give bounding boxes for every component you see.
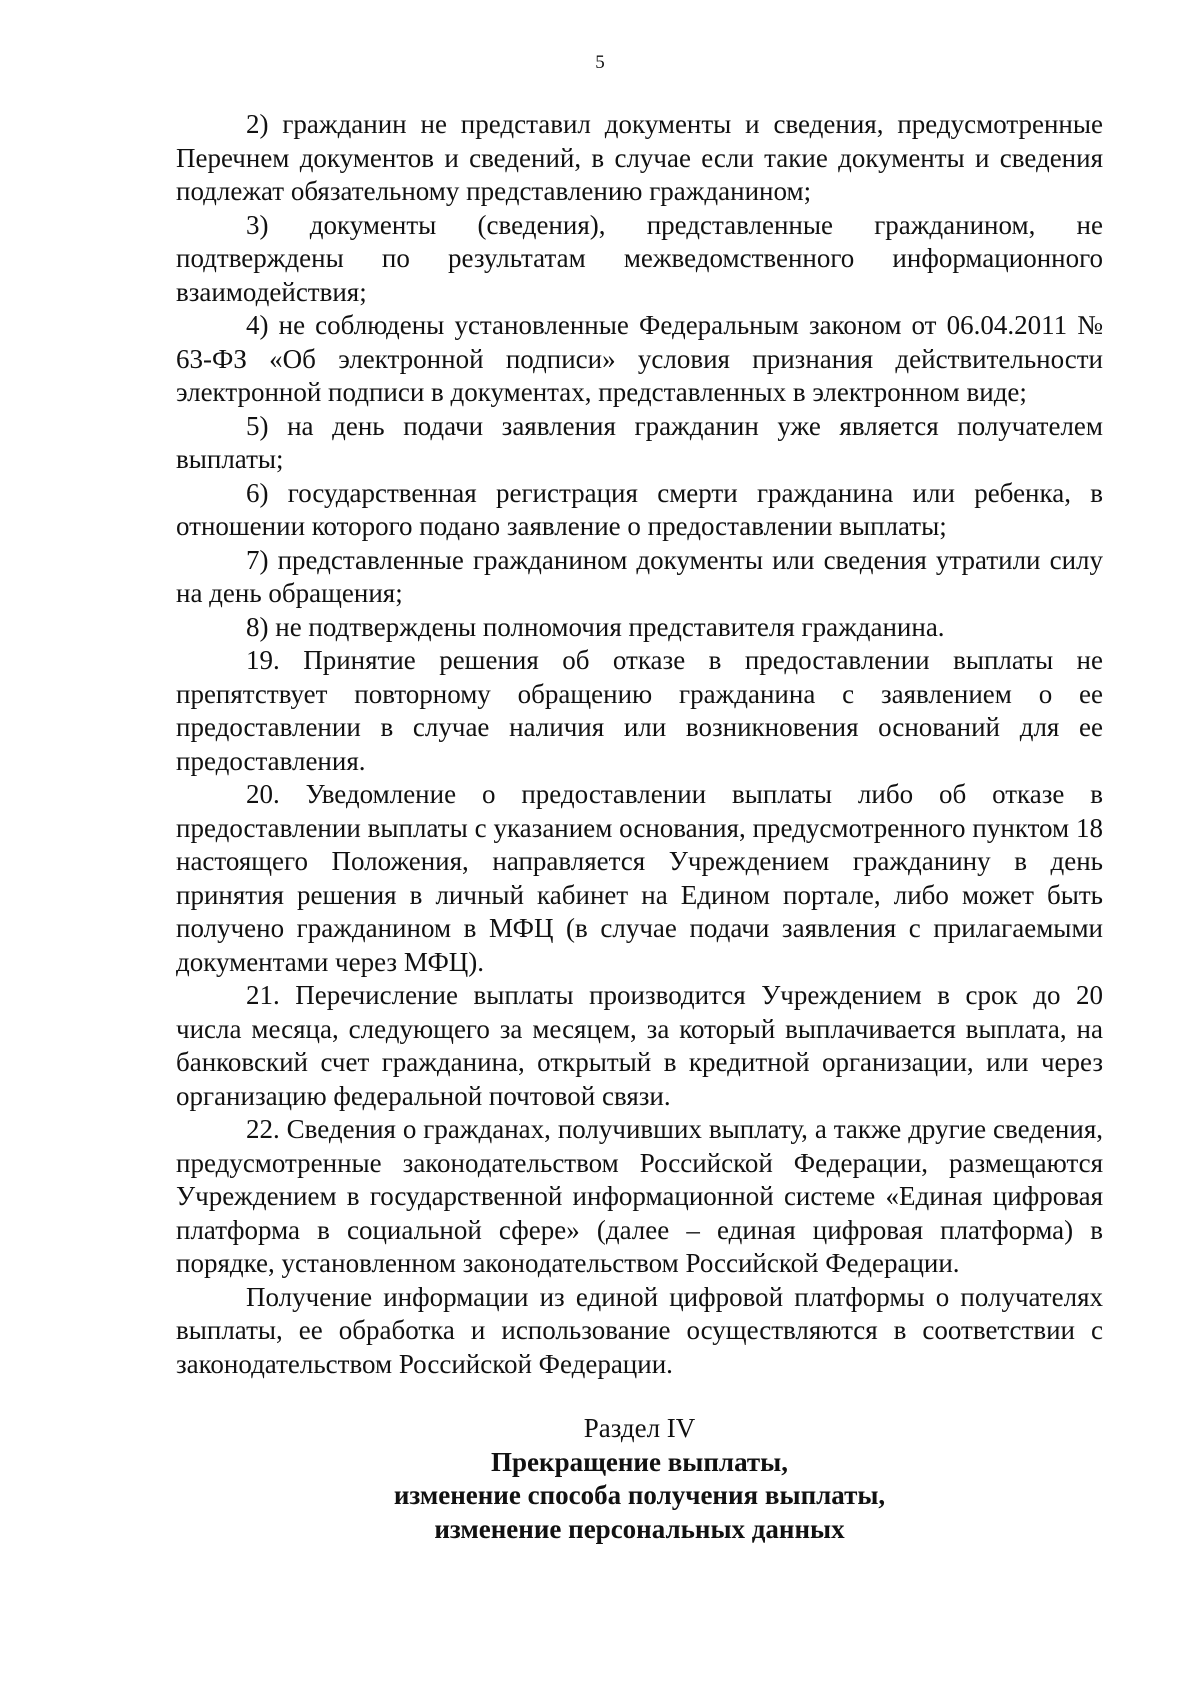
- paragraph-item-8: 8) не подтверждены полномочия представителя гражданина.: [246, 611, 945, 642]
- paragraph-clause-22-continuation: Получение информации из единой цифровой платформы о получателях выплаты, ее обработка и использование осуществляются в соответствии с законодательством Российской Федерации.: [176, 1281, 1103, 1379]
- section-title-line: изменение способа получения выплаты,: [393, 1480, 886, 1510]
- paragraph-item-2: 2) гражданин не представил документы и сведения, предусмотренные Перечнем документов и сведений, в случае если такие документы и сведения подлежат обязательному представлению гражданином;: [176, 109, 1103, 206]
- paragraph-item-7: 7) представленные гражданином документы или сведения утратили силу на день обращения;: [176, 544, 1103, 608]
- paragraph-clause-20: 20. Уведомление о предоставлении выплаты либо об отказе в предоставлении выплаты с указанием основания, предусмотренного пунктом 18 настоящего Положения, направляется Учреждением гражданину в день принятия решения в личный кабинет на Едином портале, либо может быть получено гражданином в МФЦ (в случае подачи заявления с прилагаемыми документами через МФЦ).: [176, 779, 1103, 977]
- document-body: [176, 108, 1103, 1381]
- paragraph-item-6: 6) государственная регистрация смерти гражданина или ребенка, в отношении которого подано заявление о предоставлении выплаты;: [176, 477, 1103, 541]
- page-number: 5: [595, 52, 605, 73]
- section-heading: [176, 1412, 1103, 1546]
- section-title-line: Прекращение выплаты,: [491, 1446, 788, 1477]
- paragraph-clause-22: 22. Сведения о гражданах, получивших выплату, а также другие сведения, предусмотренные законодательством Российской Федерации, размещаются Учреждением в государственной информационной системе «Единая цифровая платформа в социальной сфере» (далее – единая цифровая платформа) в порядке, установленном законодательством Российской Федерации.: [176, 1114, 1103, 1278]
- paragraph-item-3: 3) документы (сведения), представленные гражданином, не подтверждены по результатам межведомственного информационного взаимодействия;: [176, 209, 1103, 307]
- section-title-line: изменение персональных данных: [434, 1513, 845, 1544]
- section-label: Раздел IV: [583, 1413, 696, 1443]
- paragraph-item-5: 5) на день подачи заявления гражданин уже является получателем выплаты;: [176, 410, 1103, 474]
- paragraph-clause-21: 21. Перечисление выплаты производится Учреждением в срок до 20 числа месяца, следующего за месяцем, за который выплачивается выплата, на банковский счет гражданина, открытый в кредитной организации, или через организацию федеральной почтовой связи.: [176, 980, 1103, 1111]
- paragraph-clause-19: 19. Принятие решения об отказе в предоставлении выплаты не препятствует повторному обращению гражданина с заявлением о ее предоставлении в случае наличия или возникновения оснований для ее предоставления.: [176, 645, 1103, 776]
- paragraph-item-4: 4) не соблюдены установленные Федеральным законом от 06.04.2011 № 63-ФЗ «Об электронной подписи» условия признания действительности электронной подписи в документах, представленных в электронном виде;: [176, 310, 1103, 407]
